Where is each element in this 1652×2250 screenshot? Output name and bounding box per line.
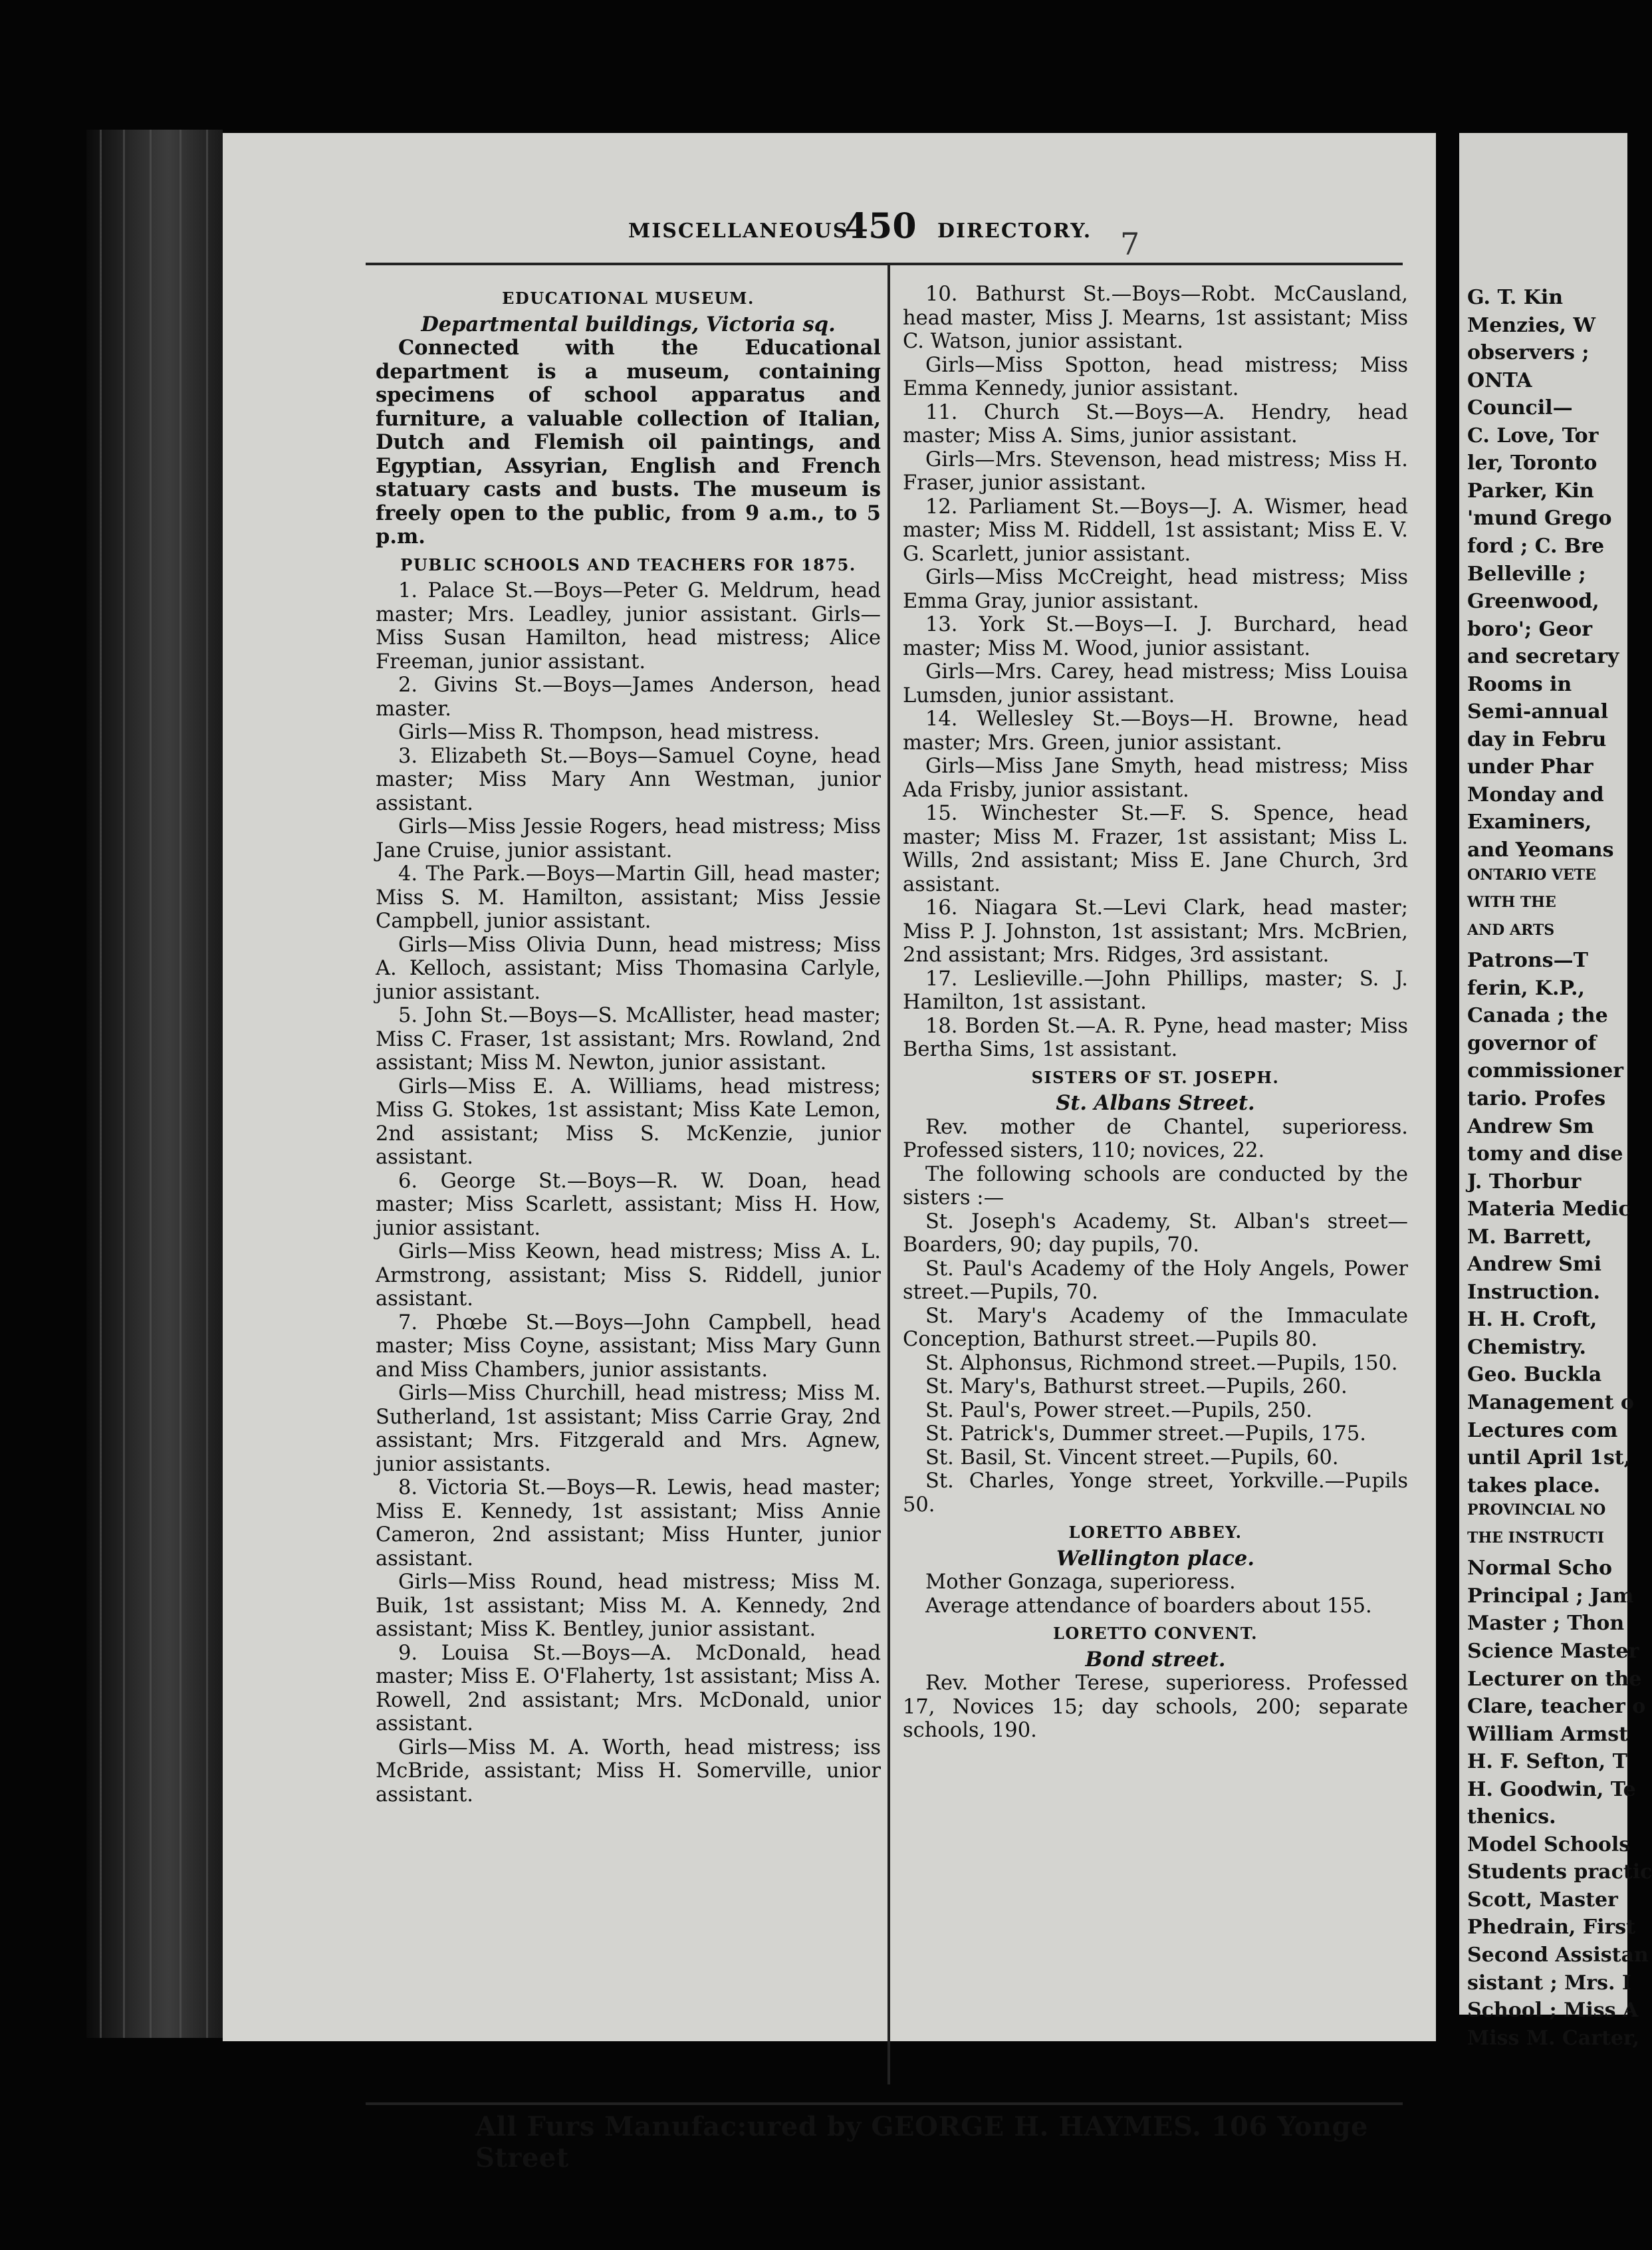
fragment-line: boro'; Geor [1467, 618, 1593, 641]
fragment-line: sistant ; Mrs. I [1467, 1971, 1631, 1995]
directory-entry: 16. Niagara St.—Levi Clark, head master; Miss P. J. Johnston, 1st assistant; Mrs. McBrien, 2nd assistant; Mrs. Ridges, 3rd assistant. [903, 896, 1408, 967]
fragment-line: Materia Medic [1467, 1197, 1631, 1221]
directory-entry: Girls—Miss R. Thompson, head mistress. [398, 721, 820, 744]
fragment-line: ONTARIO VETE [1467, 866, 1596, 884]
fragment-line: Andrew Smi [1467, 1253, 1602, 1276]
directory-entry: Girls—Miss McCreight, head mistress; Miss Emma Gray, junior assistant. [903, 566, 1408, 613]
fragment-line: ler, Toronto [1467, 451, 1597, 475]
directory-entry: 13. York St.—Boys—I. J. Burchard, head master; Miss M. Wood, junior assistant. [903, 613, 1408, 660]
directory-entry: Girls—Miss Keown, head mistress; Miss A. L. Armstrong, assistant; Miss S. Riddell, junior assistant. [376, 1240, 881, 1311]
section-subheading: Bond street. [1085, 1647, 1226, 1672]
directory-entry: 18. Borden St.—A. R. Pyne, head master; Miss Bertha Sims, 1st assistant. [903, 1014, 1408, 1061]
directory-entry: 17. Leslieville.—John Phillips, master; S. J. Hamilton, 1st assistant. [903, 967, 1408, 1014]
fragment-line: Master ; Thon [1467, 1612, 1625, 1635]
directory-entry: The following schools are conducted by the sisters :— [903, 1162, 1408, 1209]
directory-entry: St. Patrick's, Dummer street.—Pupils, 175. [925, 1422, 1366, 1445]
fragment-line: THE INSTRUCTI [1467, 1529, 1604, 1547]
fragment-line: commissioner [1467, 1059, 1624, 1082]
directory-entry: 4. The Park.—Boys—Martin Gill, head master; Miss S. M. Hamilton, assistant; Miss Jessie Campbell, junior assistant. [376, 862, 881, 933]
page-edge-line [123, 130, 125, 2038]
directory-entry: 5. John St.—Boys—S. McAllister, head master; Miss C. Fraser, 1st assistant; Mrs. Rowland, 2nd assistant; Miss M. Newton, junior assistant. [376, 1004, 881, 1074]
footer-advertisement: All Furs Manufac:ured by GEORGE H. HAYMES. 106 Yonge Street [475, 2111, 1368, 2174]
next-page-fragment [1459, 133, 1652, 2050]
directory-entry: Connected with the Educational department is a museum, containing specimens of school apparatus and furniture, a valuable collection of Italian, Dutch and Flemish oil paintings, and Egyptian, Assyrian, English and French statuary casts and busts. The museum is freely open to the public, from 9 a.m., to 5 p.m. [376, 336, 881, 549]
fragment-line: Chemistry. [1467, 1336, 1586, 1359]
page-edge-line [206, 130, 208, 2038]
directory-entry: 12. Parliament St.—Boys—J. A. Wismer, head master; Miss M. Riddell, 1st assistant; Miss E. V. G. Scarlett, junior assistant. [903, 495, 1408, 566]
page-header [223, 206, 1436, 262]
fragment-line: Lectures com [1467, 1419, 1618, 1442]
directory-page [223, 133, 1436, 2174]
directory-entry: Mother Gonzaga, superioress. [925, 1570, 1236, 1594]
fragment-line: tomy and dise [1467, 1142, 1623, 1166]
fragment-line: until April 1st, [1467, 1446, 1631, 1469]
directory-entry: 6. George St.—Boys—R. W. Doan, head master; Miss Scarlett, assistant; Miss H. How, junior assistant. [376, 1169, 881, 1240]
left-column [376, 283, 881, 1807]
directory-entry: Girls—Miss Olivia Dunn, head mistress; Miss A. Kelloch, assistant; Miss Thomasina Carlyle, junior assistant. [376, 933, 881, 1004]
section-heading: EDUCATIONAL MUSEUM. [502, 289, 755, 308]
fragment-line: H. Goodwin, Te [1467, 1778, 1636, 1801]
fragment-line: thenics. [1467, 1805, 1556, 1828]
fragment-line: Principal ; Jam [1467, 1584, 1634, 1608]
directory-entry: Girls—Miss E. A. Williams, head mistress; Miss G. Stokes, 1st assistant; Miss Kate Lemon, 2nd assistant; Miss S. McKenzie, junior assistant. [376, 1074, 881, 1169]
fragment-line: M. Barrett, [1467, 1225, 1592, 1249]
fragment-line: and secretary [1467, 645, 1619, 668]
pencil-mark: 7 [1120, 226, 1140, 262]
fragment-line: Parker, Kin [1467, 479, 1594, 503]
section-subheading: St. Albans Street. [1056, 1091, 1255, 1115]
directory-entry: 15. Winchester St.—F. S. Spence, head master; Miss M. Frazer, 1st assistant; Miss L. Wills, 2nd assistant; Miss E. Jane Church, 3rd assistant. [903, 802, 1408, 896]
fragment-line: tario. Profes [1467, 1087, 1606, 1110]
fragment-line: Semi-annual [1467, 700, 1609, 723]
directory-entry: Girls—Miss Jessie Rogers, head mistress; Miss Jane Cruise, junior assistant. [376, 815, 881, 862]
fragment-line: Belleville ; [1467, 562, 1586, 586]
directory-entry: 8. Victoria St.—Boys—R. Lewis, head master; Miss E. Kennedy, 1st assistant; Miss Annie Cameron, 2nd assistant; Miss Hunter, junior assistant. [376, 1476, 881, 1570]
fragment-line: William Armst [1467, 1723, 1628, 1746]
directory-entry: 3. Elizabeth St.—Boys—Samuel Coyne, head master; Miss Mary Ann Westman, junior assistant. [376, 744, 881, 815]
directory-entry: Girls—Miss M. A. Worth, head mistress; iss McBride, assistant; Miss H. Somerville, unior assistant. [376, 1735, 881, 1807]
page-number: 450 [844, 206, 917, 247]
fragment-line: School ; Miss A [1467, 1999, 1639, 2022]
fragment-line: AND ARTS [1467, 922, 1555, 939]
fragment-line: day in Febru [1467, 728, 1607, 751]
fragment-line: Normal Scho [1467, 1557, 1613, 1580]
directory-entry: 10. Bathurst St.—Boys—Robt. McCausland, head master, Miss J. Mearns, 1st assistant; Miss C. Watson, junior assistant. [903, 283, 1408, 353]
fragment-line: Lecturer on the [1467, 1668, 1642, 1691]
fragment-line: 'mund Grego [1467, 507, 1612, 530]
directory-entry: St. Charles, Yonge street, Yorkville.—Pupils 50. [903, 1469, 1408, 1517]
fragment-line: Greenwood, [1467, 590, 1599, 613]
fragment-line: Management o [1467, 1391, 1634, 1414]
fragment-line: Second Assistan [1467, 1943, 1649, 1967]
fragment-line: Instruction. [1467, 1281, 1600, 1304]
directory-entry: St. Basil, St. Vincent street.—Pupils, 60. [925, 1445, 1339, 1469]
directory-entry: 2. Givins St.—Boys—James Anderson, head master. [376, 674, 881, 721]
book-page-edges [86, 130, 223, 2038]
directory-entry: Girls—Mrs. Carey, head mistress; Miss Louisa Lumsden, junior assistant. [903, 660, 1408, 707]
header-right: DIRECTORY. [937, 219, 1092, 243]
fragment-line: J. Thorbur [1467, 1170, 1582, 1193]
section-subheading: Departmental buildings, Victoria sq. [421, 312, 836, 336]
directory-entry: Girls—Mrs. Stevenson, head mistress; Miss H. Fraser, junior assistant. [903, 447, 1408, 495]
directory-entry: Rev. Mother Terese, superioress. Professed 17, Novices 15; day schools, 200; separate schools, 190. [903, 1672, 1408, 1742]
directory-entry: St. Mary's Academy of the Immaculate Conception, Bathurst street.—Pupils 80. [903, 1304, 1408, 1351]
section-subheading: Wellington place. [1056, 1546, 1254, 1570]
directory-entry: Average attendance of boarders about 155. [925, 1594, 1372, 1618]
fragment-line: Science Master [1467, 1640, 1639, 1663]
directory-entry: 7. Phœbe St.—Boys—John Campbell, head master; Miss Coyne, assistant; Miss Mary Gunn and Miss Chambers, junior assistants. [376, 1311, 881, 1382]
directory-entry: St. Paul's, Power street.—Pupils, 250. [925, 1398, 1312, 1422]
fragment-line: PROVINCIAL NO [1467, 1501, 1606, 1519]
right-column [903, 283, 1408, 1743]
directory-entry: 14. Wellesley St.—Boys—H. Browne, head master; Mrs. Green, junior assistant. [903, 707, 1408, 755]
fragment-line: Examiners, [1467, 811, 1592, 834]
fragment-line: Patrons—T [1467, 949, 1588, 972]
directory-entry: Girls—Miss Spotton, head mistress; Miss Emma Kennedy, junior assistant. [903, 353, 1408, 400]
fragment-line: Canada ; the [1467, 1004, 1608, 1027]
directory-entry: Girls—Miss Round, head mistress; Miss M. Buik, 1st assistant; Miss M. A. Kennedy, 2nd assistant; Miss K. Bentley, junior assistant. [376, 1570, 881, 1641]
fragment-line: takes place. [1467, 1474, 1601, 1497]
page-edge-line [150, 130, 152, 2038]
fragment-line: Phedrain, First [1467, 1916, 1636, 1939]
fragment-line: Students practic [1467, 1860, 1652, 1884]
fragment-line: Clare, teacher o [1467, 1695, 1646, 1718]
page-edge-line [179, 130, 181, 2038]
header-rule [366, 263, 1403, 265]
header-left: MISCELLANEOUS [628, 219, 849, 243]
section-heading: SISTERS OF ST. JOSEPH. [1031, 1067, 1280, 1087]
directory-entry: St. Alphonsus, Richmond street.—Pupils, 150. [925, 1351, 1398, 1375]
fragment-line: Andrew Sm [1467, 1115, 1594, 1138]
directory-entry: 1. Palace St.—Boys—Peter G. Meldrum, head master; Mrs. Leadley, junior assistant. Girls—Miss Susan Hamilton, head mistress; Alice Freeman, junior assistant. [376, 579, 881, 674]
directory-entry: St. Joseph's Academy, St. Alban's street—Boarders, 90; day pupils, 70. [903, 1209, 1408, 1257]
fragment-line: H. H. Croft, [1467, 1308, 1597, 1331]
fragment-line: G. T. Kin [1467, 286, 1564, 309]
section-heading: LORETTO ABBEY. [1068, 1523, 1242, 1542]
directory-entry: Girls—Miss Jane Smyth, head mistress; Miss Ada Frisby, junior assistant. [903, 755, 1408, 802]
fragment-line: observers ; [1467, 341, 1590, 364]
section-heading: LORETTO CONVENT. [1052, 1624, 1258, 1643]
column-divider [887, 263, 890, 2084]
page-edge-line [100, 130, 102, 2038]
fragment-line: ONTA [1467, 369, 1532, 392]
directory-entry: 11. Church St.—Boys—A. Hendry, head master; Miss A. Sims, junior assistant. [903, 400, 1408, 447]
directory-entry: St. Paul's Academy of the Holy Angels, Power street.—Pupils, 70. [903, 1257, 1408, 1304]
fragment-line: ferin, K.P., [1467, 977, 1585, 1000]
fragment-line: governor of [1467, 1032, 1597, 1055]
fragment-line: C. Love, Tor [1467, 424, 1599, 447]
fragment-line: Council— [1467, 396, 1573, 420]
fragment-line: H. F. Sefton, T [1467, 1750, 1627, 1773]
footer-rule [366, 2102, 1403, 2105]
fragment-line: Rooms in [1467, 673, 1572, 696]
fragment-line: Geo. Buckla [1467, 1363, 1602, 1386]
directory-entry: 9. Louisa St.—Boys—A. McDonald, head master; Miss E. O'Flaherty, 1st assistant; Miss A. Rowell, 2nd assistant; Mrs. McDonald, unior assistant. [376, 1641, 881, 1735]
section-heading: PUBLIC SCHOOLS AND TEACHERS FOR 1875. [400, 555, 856, 574]
fragment-line: under Phar [1467, 755, 1593, 779]
fragment-line: and Yeomans [1467, 838, 1614, 862]
directory-entry: Rev. mother de Chantel, superioress. Professed sisters, 110; novices, 22. [903, 1115, 1408, 1162]
fragment-line: WITH THE [1467, 894, 1556, 911]
fragment-line: Scott, Master [1467, 1888, 1618, 1912]
directory-entry: Girls—Miss Churchill, head mistress; Miss M. Sutherland, 1st assistant; Miss Carrie Gray, 2nd assistant; Mrs. Fitzgerald and Mrs. Agnew, junior assistants. [376, 1382, 881, 1476]
fragment-line: Menzies, W [1467, 314, 1596, 337]
fragment-line: Model Schools [1467, 1833, 1631, 1856]
fragment-line: ford ; C. Bre [1467, 535, 1605, 558]
fragment-line: Miss M. Carter, [1467, 2027, 1640, 2050]
fragment-line: Monday and [1467, 783, 1604, 807]
directory-entry: St. Mary's, Bathurst street.—Pupils, 260. [925, 1375, 1348, 1398]
